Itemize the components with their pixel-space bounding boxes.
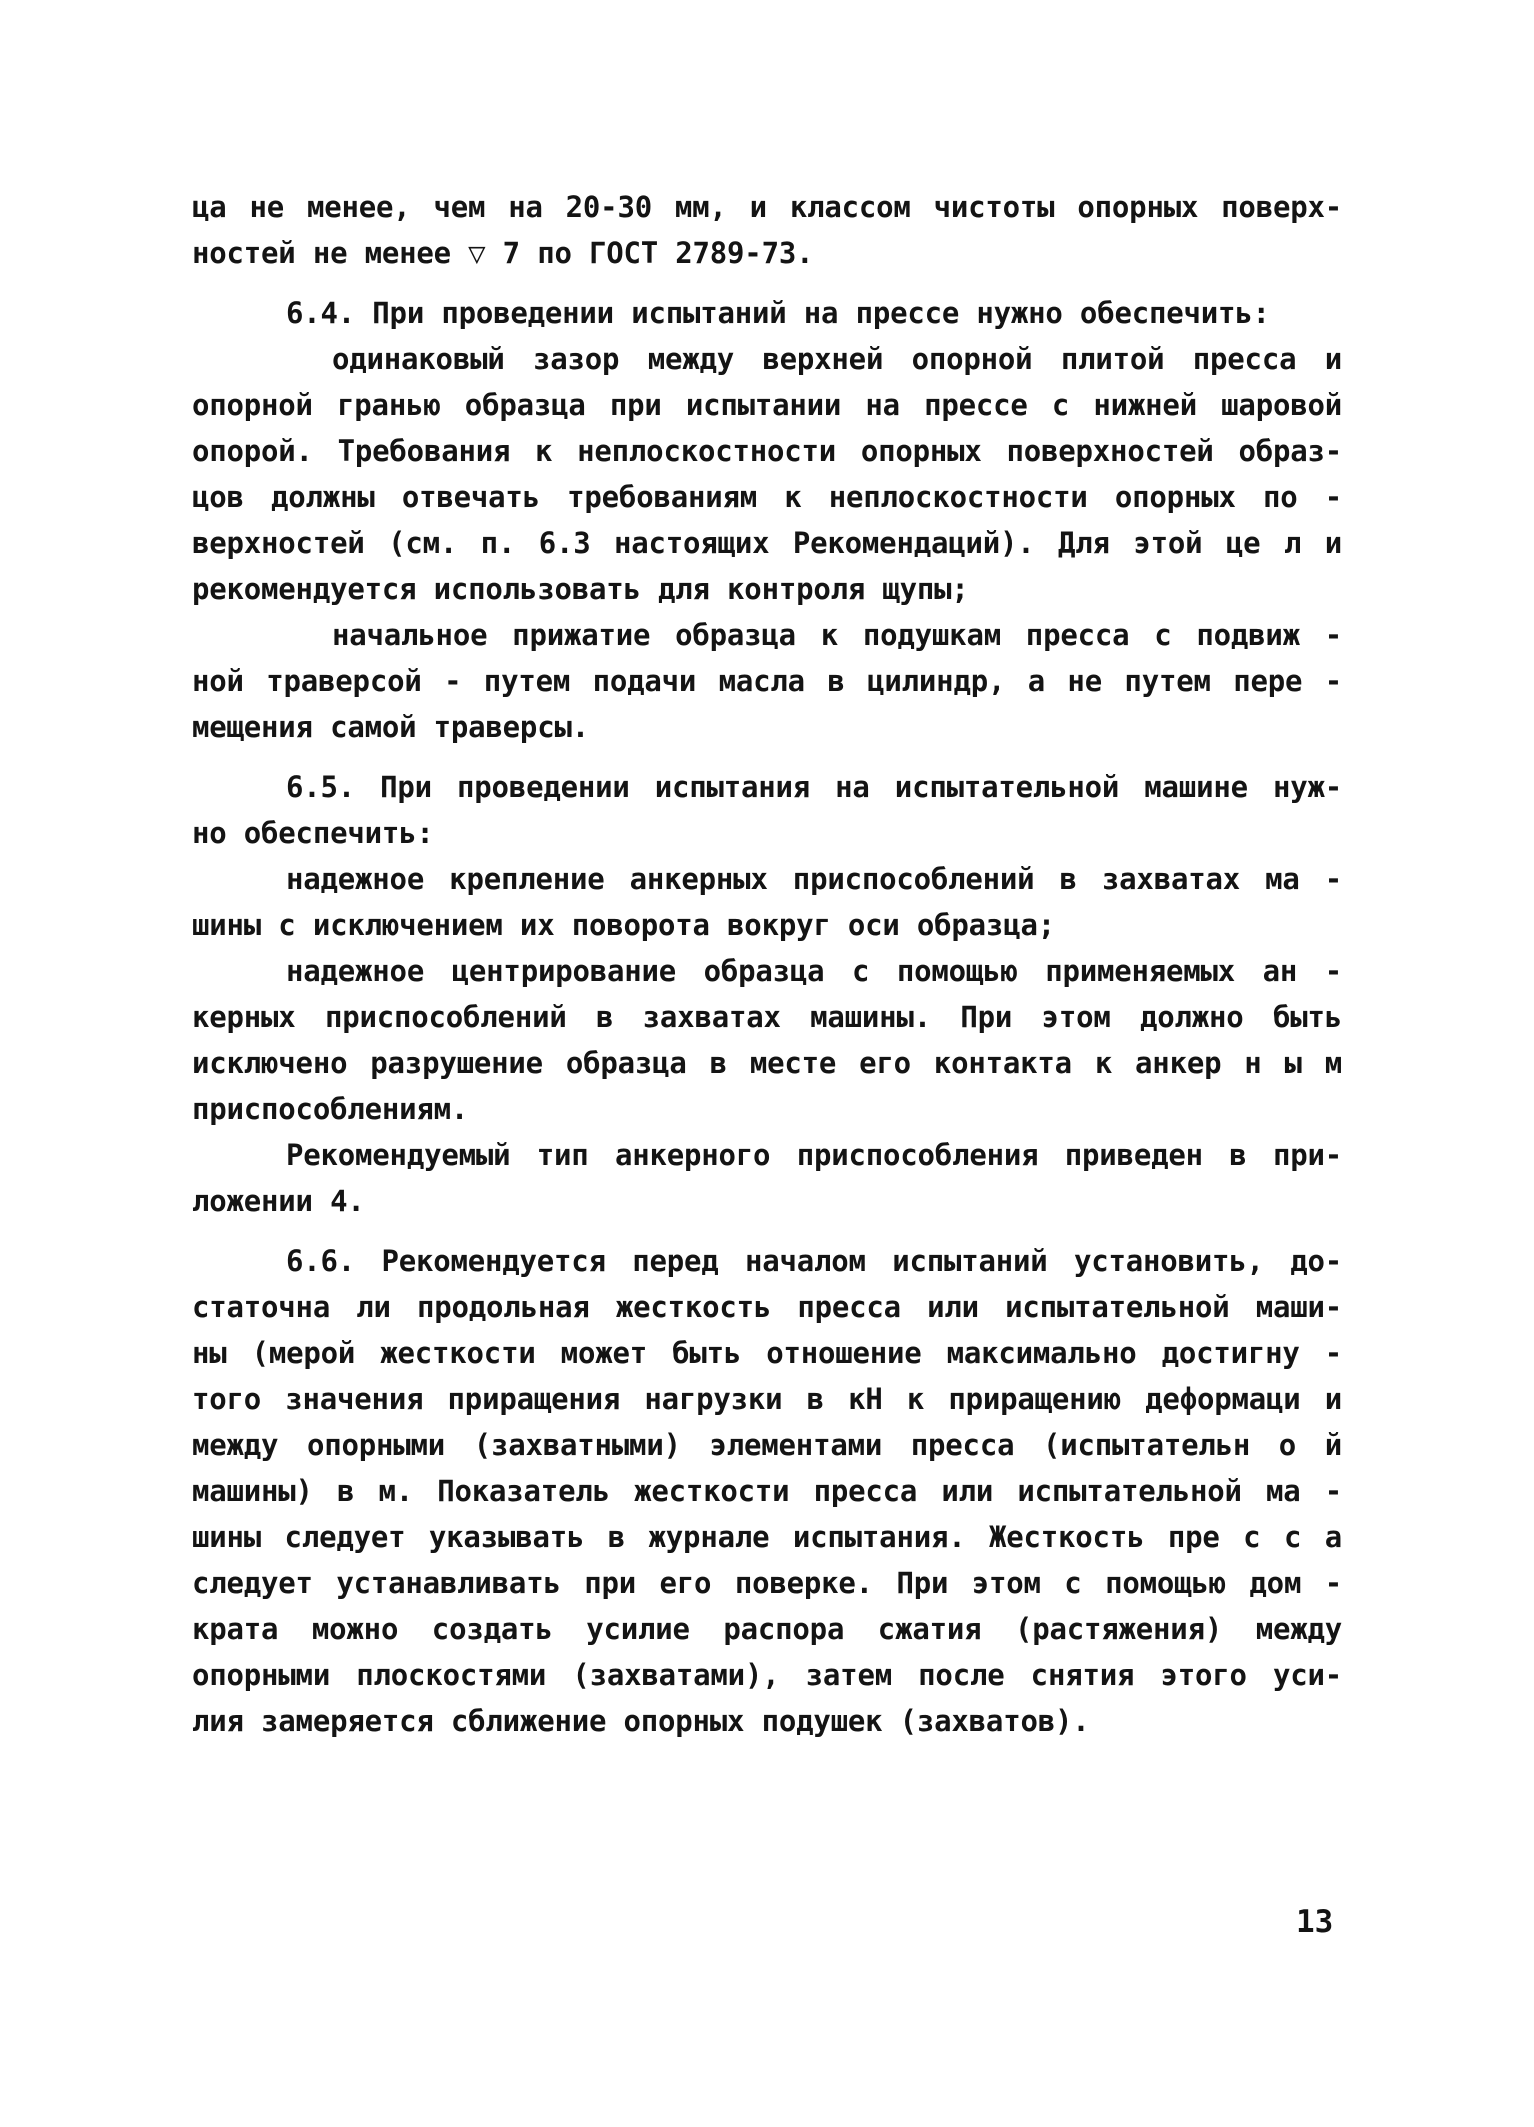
text-line: ностей не менее ▽ 7 по ГОСТ 2789-73. <box>192 236 814 270</box>
text-line: надежное центрирование образца с помощью применяемых ан - <box>286 954 1342 988</box>
text-line: того значения приращения нагрузки в кН к приращению деформаци и <box>192 1382 1342 1416</box>
text-line: ны (мерой жесткости может быть отношение максимально достигну - <box>192 1336 1342 1370</box>
text-line: ложении 4. <box>192 1184 365 1218</box>
text-line: шины с исключением их поворота вокруг оси образца; <box>192 908 1055 942</box>
text-line: керных приспособлений в захватах машины. При этом должно быть <box>192 1000 1342 1034</box>
text-line: цов должны отвечать требованиям к неплоскостности опорных по - <box>192 480 1342 514</box>
text-line: Рекомендуемый тип анкерного приспособления приведен в при- <box>286 1138 1342 1172</box>
text-line: но обеспечить: <box>192 816 434 850</box>
text-line: следует устанавливать при его поверке. При этом с помощью дом - <box>192 1566 1342 1600</box>
text-line: ной траверсой - путем подачи масла в цилиндр, а не путем пере - <box>192 664 1342 698</box>
text-line: одинаковый зазор между верхней опорной плитой пресса и <box>332 342 1342 376</box>
text-line: машины) в м. Показатель жесткости пресса или испытательной ма - <box>192 1474 1342 1508</box>
text-line: надежное крепление анкерных приспособлений в захватах ма - <box>286 862 1342 896</box>
document-body <box>192 184 1342 1744</box>
text-line: верхностей (см. п. 6.3 настоящих Рекомендаций). Для этой це л и <box>192 526 1342 560</box>
text-line: опорными плоскостями (захватами), затем после снятия этого уси- <box>192 1658 1342 1692</box>
text-line: опорной гранью образца при испытании на прессе с нижней шаровой <box>192 388 1342 422</box>
text-line: начальное прижатие образца к подушкам пресса с подвиж - <box>332 618 1342 652</box>
text-line: опорой. Требования к неплоскостности опорных поверхностей образ- <box>192 434 1342 468</box>
section-heading-6-5: 6.5. При проведении испытания на испытательной машине нуж- <box>286 770 1342 804</box>
text-line: между опорными (захватными) элементами пресса (испытательн о й <box>192 1428 1342 1462</box>
text-line: рекомендуется использовать для контроля щупы; <box>192 572 969 606</box>
text-line: приспособлениям. <box>192 1092 469 1126</box>
text-line: крата можно создать усилие распора сжатия (растяжения) между <box>192 1612 1342 1646</box>
text-line: исключено разрушение образца в месте его контакта к анкер н ы м <box>192 1046 1342 1080</box>
page-number: 13 <box>1296 1904 1334 1940</box>
text-line: статочна ли продольная жесткость пресса или испытательной маши- <box>192 1290 1342 1324</box>
text-line: ца не менее, чем на 20-30 мм, и классом чистоты опорных поверх- <box>192 190 1342 224</box>
text-line: мещения самой траверсы. <box>192 710 589 744</box>
text-line: шины следует указывать в журнале испытания. Жесткость пре с с а <box>192 1520 1342 1554</box>
section-heading-6-6: 6.6. Рекомендуется перед началом испытаний установить, до- <box>286 1244 1342 1278</box>
text-line: лия замеряется сближение опорных подушек (захватов). <box>192 1704 1090 1738</box>
section-heading-6-4: 6.4. При проведении испытаний на прессе нужно обеспечить: <box>286 296 1270 330</box>
